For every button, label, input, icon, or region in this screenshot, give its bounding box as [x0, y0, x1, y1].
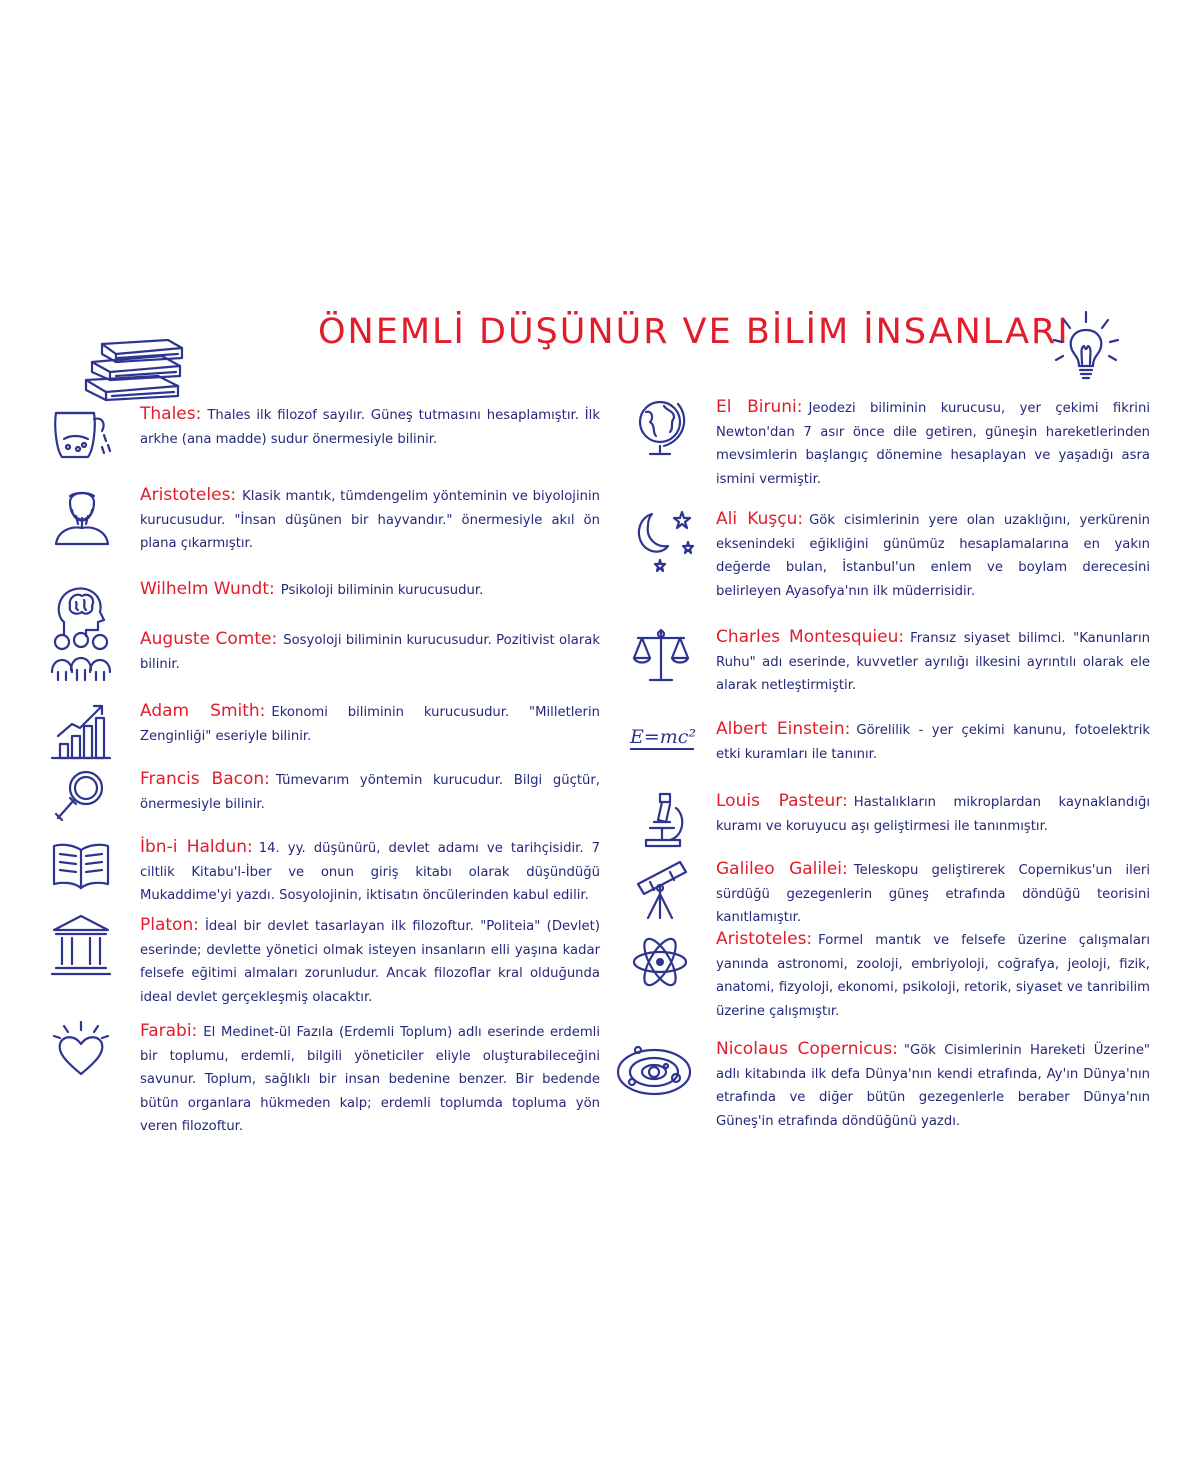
entry-name: Aristoteles:	[140, 485, 237, 505]
philosopher-bust-icon	[50, 484, 112, 546]
entry-pasteur	[630, 790, 1150, 842]
entry-montesquieu	[630, 626, 1150, 698]
entry-farabi	[50, 1020, 600, 1140]
magnifier-icon	[50, 768, 112, 830]
entry-description: Teleskopu geliştirerek Copernikus'un ileri sürdüğü gezegenlerin güneş etrafında döndüğü teorisini kanıtlamıştır.	[716, 863, 1151, 925]
entry-name: İbn-i Haldun:	[140, 837, 253, 857]
entry-text	[716, 396, 1150, 491]
entry-smith	[50, 700, 600, 752]
entry-description: Görelilik - yer çekimi kanunu, fotoelektrik etki kuramları ile tanınır.	[716, 723, 1151, 762]
scales-icon	[630, 626, 692, 688]
entry-text	[140, 628, 600, 676]
entry-aristoteles-left	[50, 484, 600, 556]
entry-einstein	[630, 718, 1150, 770]
entry-name: Ali Kuşçu:	[716, 509, 804, 529]
temple-icon	[50, 914, 112, 976]
entry-text	[140, 484, 600, 556]
open-book-icon	[50, 836, 112, 898]
entry-description: Sosyoloji biliminin kurucusudur. Pozitivist olarak bilinir.	[140, 633, 600, 672]
atom-icon	[630, 928, 692, 990]
entry-text	[140, 578, 600, 603]
entry-bacon	[50, 768, 600, 820]
entry-name: Platon:	[140, 915, 199, 935]
water-pitcher-icon	[50, 403, 112, 465]
entry-name: Farabi:	[140, 1021, 198, 1041]
entry-description: Tümevarım yöntemin kurucudur. Bilgi güçtür, önermesiyle bilinir.	[140, 773, 600, 812]
entry-text	[140, 1020, 600, 1139]
entry-text	[716, 508, 1150, 603]
emc2-icon	[630, 718, 697, 780]
entry-text	[140, 836, 600, 908]
entry-text	[140, 914, 600, 1009]
entry-description: Thales ilk filozof sayılır. Güneş tutmasını hesaplamıştır. İlk arkhe (ana madde) sudur önermesiyle bilinir.	[140, 408, 600, 447]
entry-kuscu	[630, 508, 1150, 604]
emc2-formula: E=mc²	[630, 718, 694, 750]
entry-name: Wilhelm Wundt:	[140, 579, 275, 599]
entry-text	[716, 790, 1150, 838]
telescope-icon	[630, 858, 692, 920]
entry-text	[716, 858, 1150, 930]
entry-description: Gök cisimlerinin yere olan uzaklığını, yerkürenin eksenindeki eğikliğini günümüz hesaplamalarına en yakın değerde bulan, İstanbul'un enlem ve boylam derecesini belirleyen Ayasofya'nın ilk müderrisidir.	[716, 513, 1150, 599]
entry-name: Auguste Comte:	[140, 629, 278, 649]
entry-platon	[50, 914, 600, 1010]
entry-text	[140, 768, 600, 816]
entry-wundt	[50, 578, 600, 618]
entry-thales	[50, 403, 600, 469]
entry-text	[716, 928, 1150, 1023]
solar-system-icon	[614, 1038, 694, 1100]
entry-name: Charles Montesquieu:	[716, 627, 905, 647]
entry-description: Ekonomi biliminin kurucusudur. "Milletlerin Zenginliği" eseriyle bilinir.	[140, 705, 600, 744]
entry-text	[716, 626, 1150, 698]
entry-name: El Biruni:	[716, 397, 803, 417]
entry-name: Francis Bacon:	[140, 769, 270, 789]
entry-description: İdeal bir devlet tasarlayan ilk filozoftur. "Politeia" (Devlet) eserinde; devlette yönetici olmak isteyen insanların elli yaşına kadar felsefe eğitimi almaları zorunludur. Ancak filozoflar kral olduğunda ideal devlet gerçekleşmiş olacaktır.	[140, 919, 600, 1005]
growth-chart-icon	[50, 700, 112, 762]
microscope-icon	[630, 790, 692, 852]
heart-icon	[50, 1020, 112, 1082]
lightbulb-icon	[1050, 308, 1122, 386]
entry-text	[716, 718, 1150, 766]
entry-name: Louis Pasteur:	[716, 791, 848, 811]
entry-name: Albert Einstein:	[716, 719, 851, 739]
entry-name: Thales:	[140, 404, 202, 424]
entry-text	[140, 700, 600, 748]
page-title: ÖNEMLİ DÜŞÜNÜR VE BİLİM İNSANLARI	[318, 312, 1070, 352]
entry-description: Jeodezi biliminin kurucusu, yer çekimi fikrini Newton'dan 7 asır önce dile getiren, güneşin hareketlerinden mevsimlerin başlangıç dönemine hesaplayan ve yaşadığı asra ismini vermiştir.	[716, 401, 1150, 487]
entry-description: 14. yy. düşünürü, devlet adamı ve tarihçisidir. 7 ciltlik Kitabu'l-İber ve onun giriş kitabı olarak düşündüğü Mukaddime'yi yazdı. Sosyolojinin, iktisatın öncülerinden kabul edilir.	[140, 841, 600, 903]
entry-text	[716, 1038, 1150, 1133]
entry-description: Klasik mantık, tümdengelim yönteminin ve biyolojinin kurucusudur. "İnsan düşünen bir hayvandır." önermesiyle akıl ön plana çıkarmıştır.	[140, 489, 600, 551]
people-group-icon	[50, 628, 112, 690]
entry-description: Fransız siyaset bilimci. "Kanunların Ruhu" adı eserinde, kuvvetler ayrılığı ilkesini ayrıntılı olarak ele alarak netleştirmiştir.	[716, 631, 1150, 693]
entry-name: Galileo Galilei:	[716, 859, 848, 879]
entry-description: Formel mantık ve felsefe üzerine çalışmaları yanında astronomi, zooloji, embriyoloji, coğrafya, jeoloji, fizik, anatomi, fizyoloji, ekonomi, psikoloji, retorik, siyaset ve tanribilim üzerine çalışmıştır.	[716, 933, 1150, 1019]
entry-description: Psikoloji biliminin kurucusudur.	[280, 583, 484, 598]
entry-biruni	[630, 396, 1150, 492]
entry-description: "Gök Cisimlerinin Hareketi Üzerine" adlı kitabında ilk defa Dünya'nın kendi etrafında, Ay'ın Dünya'nın etrafında ve diğer bütün gezegenlerle beraber Dünya'nın Güneş'in etrafında döndüğünü yazdı.	[716, 1043, 1150, 1129]
entry-comte	[50, 628, 600, 680]
entry-description: El Medinet-ül Fazıla (Erdemli Toplum) adlı eserinde erdemli bir toplumu, erdemli, bilgili yöneticiler eliyle oluşturabileceğini savunur. Toplum, sağlıklı bir insan bedenine benzer. Bir bedende bütün organlara hükmeden kalp; erdemli toplumda topluma yön veren filozoftur.	[140, 1025, 600, 1134]
entry-text	[140, 403, 600, 451]
books-icon	[82, 336, 184, 402]
entry-name: Aristoteles:	[716, 929, 813, 949]
entry-aristoteles-right	[630, 928, 1150, 1024]
entry-name: Adam Smith:	[140, 701, 266, 721]
entry-name: Nicolaus Copernicus:	[716, 1039, 898, 1059]
entry-description: Hastalıkların mikroplardan kaynaklandığı kuramı ve koruyucu aşı geliştirmesi ile tanınmıştır.	[716, 795, 1150, 834]
moon-stars-icon	[630, 508, 692, 570]
entry-galilei	[630, 858, 1151, 925]
globe-icon	[630, 396, 692, 458]
entry-copernicus	[614, 1038, 1150, 1134]
entry-haldun	[50, 836, 600, 908]
